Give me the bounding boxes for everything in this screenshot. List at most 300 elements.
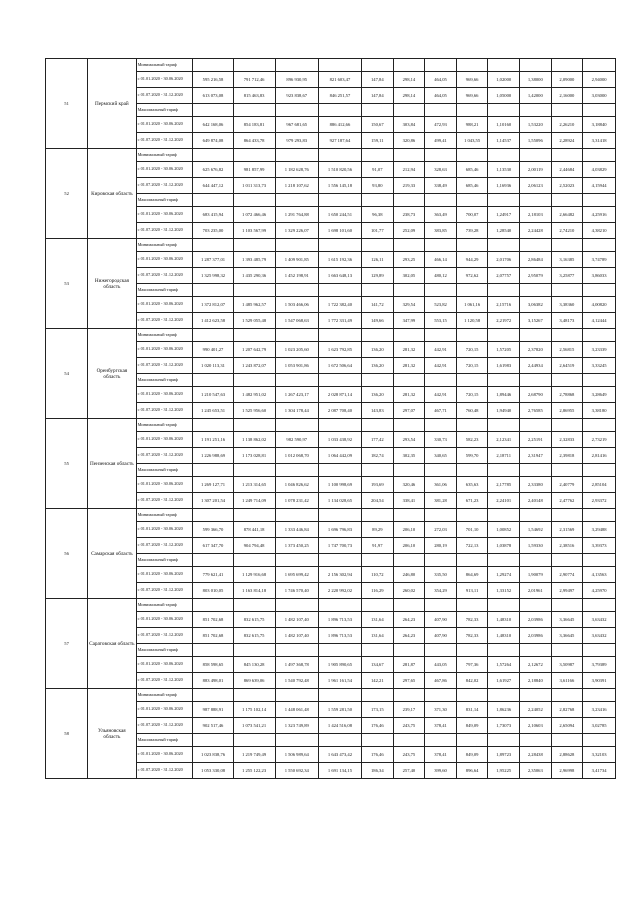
period-cell: с 01.07.2020 - 31.12.2020 [136, 88, 193, 104]
tariff-value-cell: 1 012 068,70 [275, 448, 318, 464]
tariff-value-cell: 1 663 648,13 [318, 268, 361, 284]
region-number: 56 [46, 509, 88, 599]
empty-cell [583, 149, 616, 162]
region-name: Кировская область [88, 149, 136, 239]
tariff-value-cell: 1 896 713,53 [318, 628, 361, 644]
empty-cell [193, 149, 233, 162]
region-name: Пензенская область [88, 419, 136, 509]
region-name: Пермский край [88, 59, 136, 149]
tariff-value-cell: 347,99 [393, 313, 425, 329]
tariff-value-cell: 979 293,83 [275, 133, 318, 149]
period-cell: с 01.01.2020 - 30.06.2020 [136, 297, 193, 313]
tariff-value-cell: 1 325 998,32 [193, 268, 233, 284]
tariff-value-cell: 649 874,08 [193, 133, 233, 149]
tariff-value-cell: 1,16936 [488, 178, 520, 194]
empty-cell [520, 104, 552, 117]
empty-cell [456, 644, 488, 657]
empty-cell [551, 464, 583, 477]
empty-cell [233, 554, 275, 567]
empty-cell [425, 554, 457, 567]
empty-cell [393, 464, 425, 477]
tariff-value-cell: 2,56815 [551, 342, 583, 358]
tariff-value-cell: 2,18711 [488, 448, 520, 464]
tariff-value-cell: 2,31947 [520, 448, 552, 464]
tariff-value-cell: 2,01961 [520, 583, 552, 599]
tariff-value-cell: 243,75 [393, 718, 425, 734]
empty-cell [425, 644, 457, 657]
tariff-value-cell: 1 905 890,65 [318, 657, 361, 673]
empty-cell [275, 464, 318, 477]
min-tariff-label: Минимальный тариф [136, 689, 193, 702]
empty-cell [233, 689, 275, 702]
period-cell: с 01.07.2020 - 31.12.2020 [136, 763, 193, 779]
tariff-value-cell: 1 772 331,49 [318, 313, 361, 329]
empty-cell [362, 374, 394, 387]
region-name: Оренбургская область [88, 329, 136, 419]
tariff-value-cell: 1 182 628,76 [275, 162, 318, 178]
empty-cell [233, 329, 275, 342]
empty-cell [456, 734, 488, 747]
tariff-value-cell: 1 134 028,65 [318, 493, 361, 509]
tariff-value-cell: 1 695 699,42 [275, 567, 318, 583]
tariff-value-cell: 1 323 749,89 [275, 718, 318, 734]
tariff-value-cell: 1 559 281,50 [318, 702, 361, 718]
tariff-value-cell: 2,94000 [583, 72, 616, 88]
tariff-value-cell: 363,49 [425, 207, 457, 223]
tariff-value-cell: 1 011 313,73 [233, 178, 275, 194]
tariff-value-cell: 1 452 198,91 [275, 268, 318, 284]
tariff-value-cell: 2,86484 [520, 252, 552, 268]
tariff-value-cell: 1,54692 [520, 522, 552, 538]
tariff-value-cell: 335,50 [425, 567, 457, 583]
tariff-value-cell: 739,28 [456, 223, 488, 239]
empty-cell [275, 194, 318, 207]
empty-cell [520, 734, 552, 747]
tariff-value-cell: 1 372 812,07 [193, 297, 233, 313]
empty-cell [425, 464, 457, 477]
tariff-value-cell: 361,06 [425, 477, 457, 493]
tariff-value-cell: 142,21 [362, 673, 394, 689]
empty-cell [275, 59, 318, 72]
empty-cell [362, 149, 394, 162]
period-cell: с 01.07.2020 - 31.12.2020 [136, 448, 193, 464]
tariff-value-cell: 1 173 028,81 [233, 448, 275, 464]
empty-cell [456, 284, 488, 297]
empty-cell [520, 284, 552, 297]
tariff-value-cell: 854 183,81 [233, 117, 275, 133]
tariff-value-cell: 2,28924 [551, 133, 583, 149]
tariff-value-cell: 1 043,55 [456, 133, 488, 149]
tariff-value-cell: 832 615,75 [233, 612, 275, 628]
tariff-value-cell: 720,15 [456, 342, 488, 358]
tariff-value-cell: 136,20 [362, 387, 394, 403]
tariff-table-body [46, 59, 616, 779]
tariff-value-cell: 3,61166 [551, 673, 583, 689]
tariff-value-cell: 896 930,95 [275, 72, 318, 88]
tariff-value-cell: 264,23 [393, 628, 425, 644]
empty-cell [393, 689, 425, 702]
empty-cell [551, 734, 583, 747]
empty-cell [193, 689, 233, 702]
tariff-value-cell: 878 441,18 [233, 522, 275, 538]
period-cell: с 01.07.2020 - 31.12.2020 [136, 133, 193, 149]
tariff-value-cell: 1,61927 [488, 673, 520, 689]
tariff-value-cell: 212,94 [393, 162, 425, 178]
tariff-value-cell: 1 485 962,57 [233, 297, 275, 313]
tariff-value-cell: 91,07 [362, 162, 394, 178]
tariff-value-cell: 1 435 290,36 [233, 268, 275, 284]
tariff-value-cell: 1,00852 [488, 522, 520, 538]
tariff-value-cell: 4,00820 [583, 297, 616, 313]
tariff-value-cell: 1 333 446,84 [275, 522, 318, 538]
tariff-value-cell: 803 010,05 [193, 583, 233, 599]
empty-cell [425, 329, 457, 342]
region-name: Ульяновская область [88, 689, 136, 779]
tariff-value-cell: 330,73 [425, 432, 457, 448]
tariff-value-cell: 3,02785 [583, 718, 616, 734]
tariff-value-cell: 280,19 [425, 538, 457, 554]
tariff-value-cell: 1 556 145,18 [318, 178, 361, 194]
tariff-value-cell: 3,32103 [583, 747, 616, 763]
empty-cell [393, 284, 425, 297]
empty-cell [362, 644, 394, 657]
empty-cell [393, 509, 425, 522]
tariff-value-cell: 2,82768 [551, 702, 583, 718]
period-cell: с 01.07.2020 - 31.12.2020 [136, 673, 193, 689]
empty-cell [425, 689, 457, 702]
tariff-value-cell: 302,35 [393, 448, 425, 464]
empty-cell [193, 734, 233, 747]
tariff-value-cell: 1 482 951,02 [233, 387, 275, 403]
tariff-value-cell: 2,06123 [520, 178, 552, 194]
empty-cell [362, 509, 394, 522]
tariff-value-cell: 782,33 [456, 628, 488, 644]
tariff-value-cell: 3,79389 [583, 657, 616, 673]
tariff-value-cell: 1 218 107,62 [275, 178, 318, 194]
empty-cell [551, 689, 583, 702]
max-tariff-label: Максимальный тариф [136, 554, 193, 567]
tariff-value-cell: 1 448 061,48 [275, 702, 318, 718]
period-cell: с 01.01.2020 - 30.06.2020 [136, 612, 193, 628]
tariff-value-cell: 1,89446 [488, 387, 520, 403]
tariff-value-cell: 913,11 [456, 583, 488, 599]
tariff-value-cell: 1 129 916,68 [233, 567, 275, 583]
tariff-value-cell: 2,44684 [551, 162, 583, 178]
tariff-value-cell: 2,01706 [488, 252, 520, 268]
tariff-value-cell: 303,84 [393, 117, 425, 133]
tariff-label-row [46, 149, 616, 162]
empty-cell [551, 284, 583, 297]
empty-cell [362, 689, 394, 702]
tariff-value-cell: 1,55096 [520, 133, 552, 149]
max-tariff-label: Максимальный тариф [136, 644, 193, 657]
empty-cell [393, 59, 425, 72]
tariff-value-cell: 1 033 438,92 [318, 432, 361, 448]
tariff-value-cell: 1 525 956,60 [233, 403, 275, 419]
tariff-value-cell: 849,09 [456, 718, 488, 734]
tariff-value-cell: 3,23339 [583, 342, 616, 358]
tariff-value-cell: 599,70 [456, 448, 488, 464]
empty-cell [583, 554, 616, 567]
min-tariff-label: Минимальный тариф [136, 509, 193, 522]
tariff-value-cell: 93,80 [362, 178, 394, 194]
tariff-value-cell: 1 191 251,16 [193, 432, 233, 448]
tariff-value-cell: 1 061,16 [456, 297, 488, 313]
empty-cell [233, 59, 275, 72]
empty-cell [318, 59, 361, 72]
tariff-value-cell: 383,85 [425, 223, 457, 239]
empty-cell [488, 284, 520, 297]
tariff-value-cell: 2,47762 [551, 493, 583, 509]
empty-cell [425, 239, 457, 252]
empty-cell [583, 194, 616, 207]
empty-cell [193, 464, 233, 477]
tariff-value-cell: 1 207 642,79 [233, 342, 275, 358]
tariff-value-cell: 1 213 314,65 [233, 477, 275, 493]
empty-cell [488, 194, 520, 207]
empty-cell [393, 374, 425, 387]
tariff-value-cell: 1,38000 [520, 72, 552, 88]
tariff-value-cell: 378,41 [425, 718, 457, 734]
tariff-value-cell: 4,03829 [583, 162, 616, 178]
empty-cell [318, 689, 361, 702]
empty-cell [488, 554, 520, 567]
tariff-value-cell: 1,61983 [488, 358, 520, 374]
tariff-value-cell: 4,12444 [583, 313, 616, 329]
tariff-value-cell: 2,66482 [551, 207, 583, 223]
empty-cell [318, 464, 361, 477]
tariff-value-cell: 869 639,06 [233, 673, 275, 689]
empty-cell [551, 59, 583, 72]
tariff-value-cell: 1 023 205,60 [275, 342, 318, 358]
empty-cell [393, 239, 425, 252]
period-cell: с 01.01.2020 - 30.06.2020 [136, 252, 193, 268]
period-cell: с 01.07.2020 - 31.12.2020 [136, 268, 193, 284]
tariff-value-cell: 293,54 [393, 432, 425, 448]
tariff-value-cell: 260,02 [393, 583, 425, 599]
tariff-value-cell: 927 187,64 [318, 133, 361, 149]
tariff-value-cell: 246,80 [393, 567, 425, 583]
tariff-value-cell: 1,13530 [488, 162, 520, 178]
tariff-value-cell: 1,14537 [488, 133, 520, 149]
tariff-value-cell: 1,59330 [520, 538, 552, 554]
tariff-value-cell: 2,44934 [520, 358, 552, 374]
empty-cell [520, 149, 552, 162]
tariff-value-cell: 1,33152 [488, 583, 520, 599]
max-tariff-label: Максимальный тариф [136, 734, 193, 747]
empty-cell [233, 374, 275, 387]
tariff-value-cell: 1,05000 [488, 88, 520, 104]
tariff-value-cell: 896,64 [456, 763, 488, 779]
tariff-value-cell: 2,96998 [551, 763, 583, 779]
tariff-value-cell: 2,32833 [551, 432, 583, 448]
period-cell: с 01.01.2020 - 30.06.2020 [136, 477, 193, 493]
min-tariff-label: Минимальный тариф [136, 419, 193, 432]
period-cell: с 01.07.2020 - 31.12.2020 [136, 583, 193, 599]
tariff-value-cell: 1 503 466,06 [275, 297, 318, 313]
tariff-value-cell: 302,05 [393, 268, 425, 284]
tariff-value-cell: 3,41734 [583, 763, 616, 779]
tariff-value-cell: 720,15 [456, 358, 488, 374]
empty-cell [233, 284, 275, 297]
tariff-value-cell: 2,35063 [520, 763, 552, 779]
tariff-value-cell: 96,38 [362, 207, 394, 223]
tariff-value-cell: 2,21972 [488, 313, 520, 329]
tariff-value-cell: 354,29 [425, 583, 457, 599]
empty-cell [425, 509, 457, 522]
empty-cell [456, 329, 488, 342]
empty-cell [193, 239, 233, 252]
tariff-value-cell: 2,09000 [551, 72, 583, 88]
period-cell: с 01.01.2020 - 30.06.2020 [136, 702, 193, 718]
empty-cell [488, 149, 520, 162]
tariff-value-cell: 904 794,48 [233, 538, 275, 554]
tariff-value-cell: 944,29 [456, 252, 488, 268]
tariff-value-cell: 3,86033 [583, 268, 616, 284]
tariff-value-cell: 371,30 [425, 702, 457, 718]
tariff-value-cell: 2 087 708,40 [318, 403, 361, 419]
tariff-table [45, 58, 616, 779]
tariff-value-cell: 1 615 192,36 [318, 252, 361, 268]
empty-cell [362, 194, 394, 207]
tariff-value-cell: 2,93372 [583, 493, 616, 509]
tariff-value-cell: 150,67 [362, 117, 394, 133]
tariff-value-cell: 599 366,70 [193, 522, 233, 538]
tariff-value-cell: 1 163 814,18 [233, 583, 275, 599]
period-cell: с 01.07.2020 - 31.12.2020 [136, 538, 193, 554]
tariff-value-cell: 1 540 792,48 [275, 673, 318, 689]
empty-cell [456, 464, 488, 477]
tariff-value-cell: 886 412,66 [318, 117, 361, 133]
tariff-value-cell: 4,38210 [583, 223, 616, 239]
tariff-value-cell: 176,46 [362, 718, 394, 734]
tariff-value-cell: 2,37820 [520, 342, 552, 358]
tariff-value-cell: 177,42 [362, 432, 394, 448]
tariff-value-cell: 2,28438 [520, 747, 552, 763]
tariff-value-cell: 523,82 [425, 297, 457, 313]
empty-cell [583, 689, 616, 702]
region-name: Самарская область [88, 509, 136, 599]
tariff-value-cell: 129,89 [362, 268, 394, 284]
tariff-value-cell: 2,33380 [520, 477, 552, 493]
tariff-value-cell: 1 245 653,51 [193, 403, 233, 419]
tariff-value-cell: 467,71 [425, 403, 457, 419]
tariff-value-cell: 845 130,28 [233, 657, 275, 673]
tariff-value-cell: 851 702,68 [193, 612, 233, 628]
tariff-value-cell: 320,86 [393, 133, 425, 149]
max-tariff-label: Максимальный тариф [136, 104, 193, 117]
tariff-value-cell: 243,75 [393, 747, 425, 763]
tariff-value-cell: 2,24052 [520, 702, 552, 718]
tariff-value-cell: 2 220 992,02 [318, 583, 361, 599]
tariff-value-cell: 553,15 [425, 313, 457, 329]
tariff-value-cell: 1,53220 [520, 117, 552, 133]
empty-cell [193, 644, 233, 657]
empty-cell [362, 59, 394, 72]
tariff-value-cell: 464,05 [425, 88, 457, 104]
empty-cell [488, 464, 520, 477]
tariff-value-cell: 257,40 [393, 763, 425, 779]
empty-cell [233, 194, 275, 207]
tariff-value-cell: 272,03 [425, 522, 457, 538]
tariff-value-cell: 131,64 [362, 612, 394, 628]
empty-cell [583, 464, 616, 477]
tariff-value-cell: 1 269 127,71 [193, 477, 233, 493]
tariff-value-cell: 1,57205 [488, 342, 520, 358]
tariff-value-cell: 2,12672 [520, 657, 552, 673]
tariff-value-cell: 3,29488 [583, 522, 616, 538]
empty-cell [488, 734, 520, 747]
tariff-value-cell: 4,25970 [583, 583, 616, 599]
tariff-value-cell: 399,60 [425, 763, 457, 779]
tariff-value-cell: 206,10 [393, 522, 425, 538]
empty-cell [520, 554, 552, 567]
tariff-value-cell: 3,38360 [551, 297, 583, 313]
tariff-value-cell: 1 393 485,79 [233, 252, 275, 268]
empty-cell [318, 149, 361, 162]
tariff-value-cell: 1 304 178,44 [275, 403, 318, 419]
empty-cell [193, 59, 233, 72]
tariff-value-cell: 206,10 [393, 538, 425, 554]
empty-cell [551, 149, 583, 162]
tariff-value-cell: 1 249 714,09 [233, 493, 275, 509]
tariff-value-cell: 3,36645 [551, 612, 583, 628]
tariff-label-row [46, 509, 616, 522]
tariff-value-cell: 3,15267 [520, 313, 552, 329]
empty-cell [425, 419, 457, 432]
max-tariff-label: Максимальный тариф [136, 374, 193, 387]
tariff-value-cell: 2,73219 [583, 432, 616, 448]
tariff-value-cell: 1 023 838,76 [193, 747, 233, 763]
tariff-value-cell: 851 702,68 [193, 628, 233, 644]
empty-cell [362, 284, 394, 297]
period-cell: с 01.07.2020 - 31.12.2020 [136, 493, 193, 509]
empty-cell [583, 59, 616, 72]
tariff-value-cell: 967 681,65 [275, 117, 318, 133]
empty-cell [456, 104, 488, 117]
period-cell: с 01.01.2020 - 30.06.2020 [136, 747, 193, 763]
tariff-value-cell: 2,00119 [520, 162, 552, 178]
tariff-value-cell: 3,48173 [551, 313, 583, 329]
tariff-value-cell: 1 550 692,34 [275, 763, 318, 779]
tariff-value-cell: 1,57264 [488, 657, 520, 673]
tariff-value-cell: 3,63432 [583, 612, 616, 628]
tariff-value-cell: 219,33 [393, 178, 425, 194]
tariff-value-cell: 685,46 [456, 162, 488, 178]
tariff-value-cell: 141,72 [362, 297, 394, 313]
tariff-value-cell: 644 447,12 [193, 178, 233, 194]
tariff-value-cell: 2,40148 [520, 493, 552, 509]
tariff-value-cell: 3,25877 [551, 268, 583, 284]
empty-cell [551, 239, 583, 252]
tariff-value-cell: 3,38180 [583, 403, 616, 419]
tariff-value-cell: 1,42000 [520, 88, 552, 104]
tariff-value-cell: 1 287 377,01 [193, 252, 233, 268]
tariff-value-cell: 969,66 [456, 72, 488, 88]
tariff-value-cell: 176,46 [362, 747, 394, 763]
tariff-value-cell: 3,31418 [583, 133, 616, 149]
tariff-value-cell: 340,65 [425, 448, 457, 464]
tariff-label-row [46, 599, 616, 612]
empty-cell [193, 284, 233, 297]
tariff-value-cell: 378,41 [425, 747, 457, 763]
empty-cell [193, 554, 233, 567]
empty-cell [425, 104, 457, 117]
tariff-value-cell: 443,05 [425, 657, 457, 673]
tariff-value-cell: 3,03000 [583, 88, 616, 104]
empty-cell [275, 554, 318, 567]
tariff-value-cell: 2,65094 [551, 718, 583, 734]
